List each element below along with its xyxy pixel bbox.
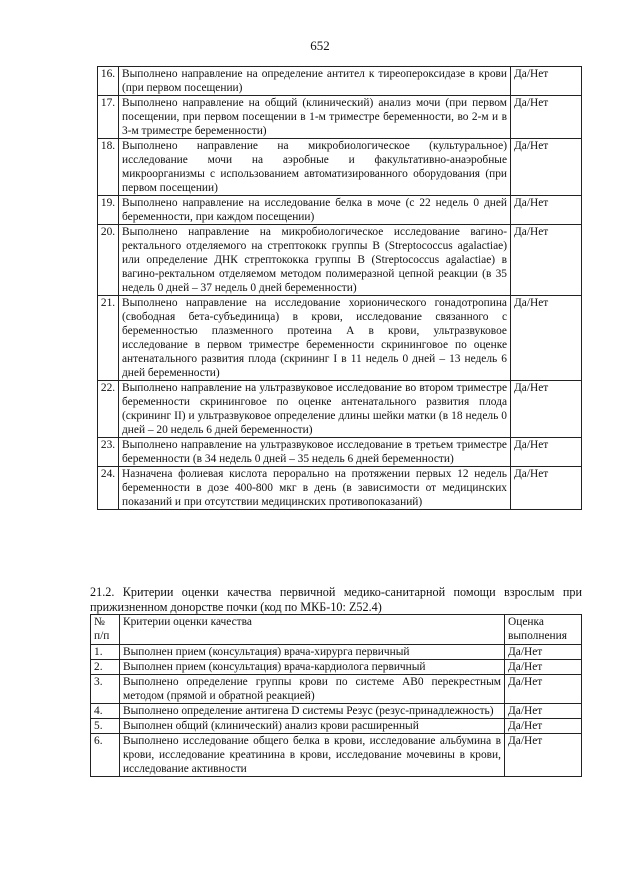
table-row <box>98 438 582 467</box>
table-row <box>98 96 582 139</box>
table-row <box>98 296 582 381</box>
row-criteria-text: Выполнен общий (клинический) анализ крови расширенный <box>120 719 505 734</box>
criteria-table-continued <box>97 66 582 510</box>
row-criteria-text: Выполнено направление на микробиологическое (культуральное) исследование мочи на аэробные и факультативно-анаэробные микроорганизмы с использованием автоматизированного оборудования (при первом посещении) <box>119 139 511 196</box>
row-criteria-text: Выполнено направление на ультразвуковое исследование в третьем триместре беременности (в 34 недель 0 дней – 35 недель 6 дней беременности) <box>119 438 511 467</box>
table-row <box>98 467 582 510</box>
table-row <box>91 660 582 675</box>
row-criteria-text: Выполнено направление на ультразвуковое исследование во втором триместре беременности скрининговое по оценке антенатального развития плода (скрининг II) и ультразвуковое определение длины шейки матки (в 18 недель 0 дней – 20 недель 6 дней беременности) <box>119 381 511 438</box>
row-evaluation: Да/Нет <box>511 96 582 139</box>
row-criteria-text: Выполнено направление на микробиологическое исследование вагино-ректального отделяемого на стрептококк группы В (Streptococcus agalactiae) или определение ДНК стрептококка группы В (Streptococcus agalactiae) в вагино-ректальном отделяемом методом полимеразной цепной реакции (в 35 недель 0 дней – 37 недель 0 дней беременности) <box>119 225 511 296</box>
row-number: 23. <box>98 438 119 467</box>
section-heading: 21.2. Критерии оценки качества первичной медико-санитарной помощи взрослым при прижизненном донорстве почки (код по МКБ-10: Z52.4) <box>90 585 582 614</box>
row-number: 18. <box>98 139 119 196</box>
kidney-donor-criteria-table <box>90 614 582 777</box>
row-criteria-text: Назначена фолиевая кислота перорально на протяжении первых 12 недель беременности в дозе 400-800 мкг в день (в зависимости от медицинских показаний и при отсутствии медицинских противопоказаний) <box>119 467 511 510</box>
criteria-table-body <box>98 67 582 510</box>
row-number: 24. <box>98 467 119 510</box>
table-row <box>91 675 582 704</box>
row-criteria-text: Выполнено направление на определение антител к тиреопероксидазе в крови (при первом посещении) <box>119 67 511 96</box>
row-criteria-text: Выполнено исследование общего белка в крови, исследование альбумина в крови, исследование креатинина в крови, исследование мочевины в крови, исследование активности <box>120 734 505 777</box>
row-evaluation: Да/Нет <box>505 719 582 734</box>
row-evaluation: Да/Нет <box>511 67 582 96</box>
row-number: 3. <box>91 675 120 704</box>
row-evaluation: Да/Нет <box>505 675 582 704</box>
table-row <box>98 67 582 96</box>
row-criteria-text: Выполнено направление на общий (клинический) анализ мочи (при первом посещении, при первом посещении в 1-м триместре беременности, во 2-м и в 3-м триместре беременности) <box>119 96 511 139</box>
row-number: 1. <box>91 645 120 660</box>
table-row <box>98 381 582 438</box>
table-row <box>91 704 582 719</box>
kidney-donor-table-body <box>91 615 582 777</box>
row-number: 16. <box>98 67 119 96</box>
row-evaluation: Да/Нет <box>511 139 582 196</box>
row-number: 5. <box>91 719 120 734</box>
row-evaluation: Да/Нет <box>505 660 582 675</box>
table-row <box>91 734 582 777</box>
row-evaluation: Да/Нет <box>511 381 582 438</box>
table-row <box>98 225 582 296</box>
row-evaluation: Да/Нет <box>511 438 582 467</box>
row-number: 2. <box>91 660 120 675</box>
table-row <box>98 139 582 196</box>
row-number: 21. <box>98 296 119 381</box>
row-evaluation: Да/Нет <box>505 645 582 660</box>
row-criteria-text: Выполнено направление на исследование белка в моче (с 22 недель 0 дней беременности, при каждом посещении) <box>119 196 511 225</box>
row-number: 6. <box>91 734 120 777</box>
page-number: 652 <box>310 38 330 53</box>
row-number: 20. <box>98 225 119 296</box>
row-evaluation: Да/Нет <box>505 704 582 719</box>
row-criteria-text: Выполнено направление на исследование хорионического гонадотропина (свободная бета-субъединица) в крови, исследование связанного с беременностью плазменного протеина А в крови, ультразвуковое исследование в первом триместре беременности скрининговое по оценке антенатального развития плода (скрининг I в 11 недель 0 дней – 13 недель 6 дней беременности) <box>119 296 511 381</box>
header-evaluation: Оценка выполнения <box>505 615 582 645</box>
row-number: 4. <box>91 704 120 719</box>
row-number: 22. <box>98 381 119 438</box>
header-criteria: Критерии оценки качества <box>120 615 505 645</box>
row-evaluation: Да/Нет <box>511 196 582 225</box>
row-evaluation: Да/Нет <box>505 734 582 777</box>
table-header-row <box>91 615 582 645</box>
row-evaluation: Да/Нет <box>511 467 582 510</box>
row-evaluation: Да/Нет <box>511 296 582 381</box>
row-criteria-text: Выполнено определение группы крови по системе AB0 перекрестным методом (прямой и обратной реакцией) <box>120 675 505 704</box>
row-criteria-text: Выполнен прием (консультация) врача-хирурга первичный <box>120 645 505 660</box>
table-row <box>91 719 582 734</box>
row-criteria-text: Выполнен прием (консультация) врача-кардиолога первичный <box>120 660 505 675</box>
header-number: № п/п <box>91 615 120 645</box>
row-evaluation: Да/Нет <box>511 225 582 296</box>
page-bottom-margin <box>0 866 640 894</box>
table-row <box>91 645 582 660</box>
row-number: 17. <box>98 96 119 139</box>
table-row <box>98 196 582 225</box>
row-criteria-text: Выполнено определение антигена D системы Резус (резус-принадлежность) <box>120 704 505 719</box>
row-number: 19. <box>98 196 119 225</box>
